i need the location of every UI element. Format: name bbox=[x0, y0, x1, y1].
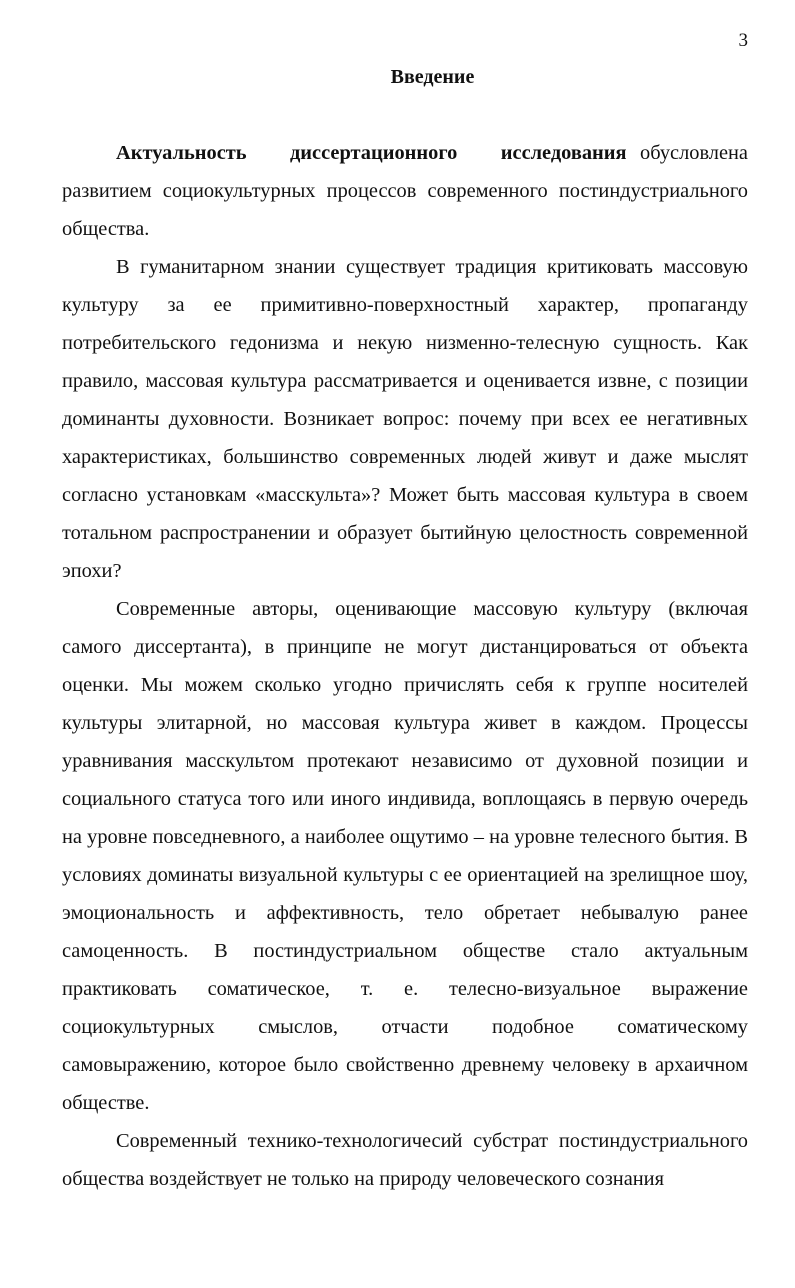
page-number: 3 bbox=[738, 30, 748, 51]
page-title: Введение bbox=[390, 66, 475, 88]
paragraph-relevance bbox=[62, 134, 748, 248]
paragraph-modern-authors: Современные авторы, оценивающие массовую культуру (включая самого диссертанта), в принципе не могут дистанцироваться от объекта оценки. Мы можем сколько угодно причислять себя к группе носителей культуры элитарной, но массовая культура живет в каждом. Процессы уравнивания масскультом протекают независимо от духовной позиции и социального статуса того или иного индивида, воплощаясь в первую очередь на уровне повседневного, а наиболее ощутимо – на уровне телесного бытия. В условиях доминаты визуальной культуры с ее ориентацией на зрелищное шоу, эмоциональность и аффективность, тело обретает небывалую ранее самоценность. В постиндустриальном обществе стало актуальным практиковать соматическое, т. е. телесно-визуальное выражение социокультурных смыслов, отчасти подобное соматическому самовыражению, которое было свойственно древнему человеку в архаичном обществе. bbox=[62, 598, 748, 1114]
document-body bbox=[62, 134, 748, 1198]
paragraph-technological-substrate: Современный технико-технологичесий субстрат постиндустриального общества воздействует не только на природу человеческого сознания bbox=[62, 1130, 748, 1190]
paragraph-mass-culture-critique: В гуманитарном знании существует традиция критиковать массовую культуру за ее примитивно-поверхностный характер, пропаганду потребительского гедонизма и некую низменно-телесную сущность. Как правило, массовая культура рассматривается и оценивается извне, с позиции доминанты духовности. Возникает вопрос: почему при всех ее негативных характеристиках, большинство современных людей живут и даже мыслят согласно установкам «масскульта»? Может быть массовая культура в своем тотальном распространении и образует бытийную целостность современной эпохи? bbox=[62, 256, 748, 582]
relevance-text: обусловлена развитием социокультурных процессов современного постиндустриального общества. bbox=[62, 142, 748, 240]
relevance-lead: Актуальность диссертационного исследования bbox=[116, 142, 627, 164]
